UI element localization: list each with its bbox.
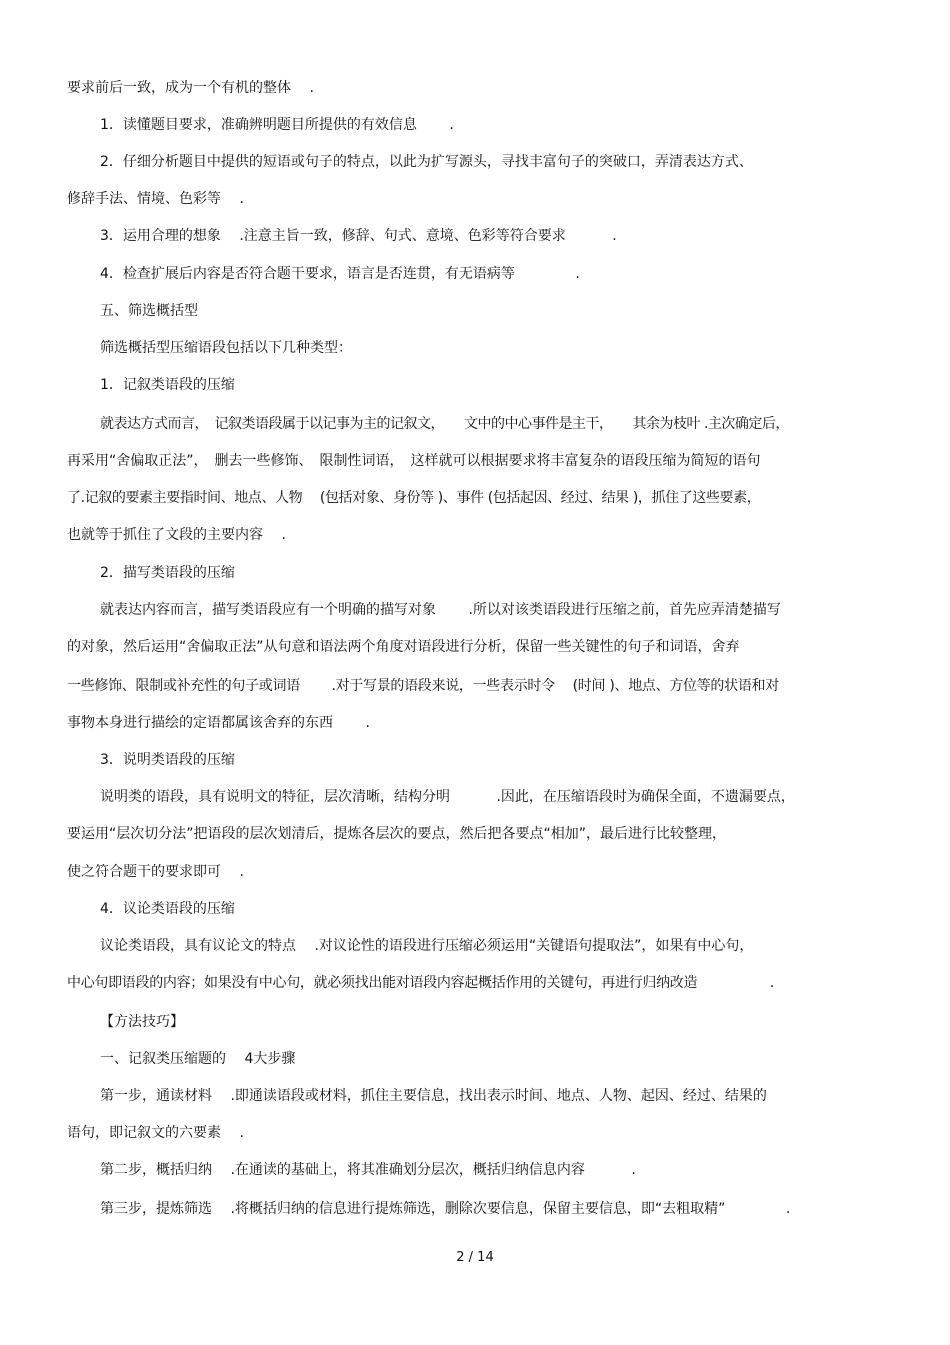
paragraph-line: 3．运用合理的想象 .注意主旨一致，修辞、句式、意境、色彩等符合要求 . <box>100 228 617 244</box>
paragraph-line: 使之符合题干的要求即可 . <box>67 864 244 880</box>
paragraph-line: 一些修饰、限制或补充性的句子或词语 .对于写景的语段来说，一些表示时令 (时间 )、地点、方位等的状语和对 <box>67 678 779 694</box>
subsection-heading: 4．议论类语段的压缩 <box>100 901 235 917</box>
paragraph-line: 也就等于抓住了文段的主要内容 . <box>67 527 286 543</box>
paragraph-line: 1．读懂题目要求，准确辨明题目所提供的有效信息 . <box>100 117 454 133</box>
paragraph-line: 修辞手法、情境、色彩等 . <box>67 191 244 207</box>
paragraph-line: 第一步，通读材料 .即通读语段或材料，抓住主要信息，找出表示时间、地点、人物、起因、经过、结果的 <box>100 1088 767 1104</box>
paragraph-line: 中心句即语段的内容；如果没有中心句，就必须找出能对语段内容起概括作用的关键句，再进行归纳改造 . <box>67 975 774 991</box>
paragraph-line: 第二步，概括归纳 .在通读的基础上，将其准确划分层次，概括归纳信息内容 . <box>100 1162 636 1178</box>
page-number: 2 / 14 <box>456 1250 494 1265</box>
section-heading: 五、筛选概括型 <box>100 303 198 319</box>
paragraph-line: 就表达方式而言， 记叙类语段属于以记事为主的记叙文， 文中的中心事件是主干， 其余为枝叶 .主次确定后， <box>100 416 789 432</box>
subsection-heading: 2．描写类语段的压缩 <box>100 565 235 581</box>
subsection-heading: 3．说明类语段的压缩 <box>100 752 235 768</box>
paragraph-line: 就表达内容而言，描写类语段应有一个明确的描写对象 .所以对该类语段进行压缩之前，首先应弄清楚描写 <box>100 602 781 618</box>
paragraph-line: 议论类语段，具有议论文的特点 .对议论性的语段进行压缩必须运用“关键语句提取法”，如果有中心句， <box>100 938 754 954</box>
section-heading: 一、记叙类压缩题的 4大步骤 <box>100 1051 296 1067</box>
paragraph-line: 的对象，然后运用“舍偏取正法”从句意和语法两个角度对语段进行分析，保留一些关键性的句子和词语，舍弃 <box>67 639 740 655</box>
paragraph-line: 了.记叙的要素主要指时间、地点、人物 (包括对象、身份等 )、事件 (包括起因、经过、结果 )，抓住了这些要素， <box>67 490 761 506</box>
method-heading: 【方法技巧】 <box>100 1014 184 1030</box>
paragraph-line: 2．仔细分析题目中提供的短语或句子的特点，以此为扩写源头，寻找丰富句子的突破口，弄清表达方式、 <box>100 154 753 170</box>
paragraph-line: 要求前后一致，成为一个有机的整体 . <box>67 80 314 96</box>
paragraph-line: 再采用“舍偏取正法”， 删去一些修饰、 限制性词语， 这样就可以根据要求将丰富复杂的语段压缩为简短的语句 <box>67 453 761 469</box>
paragraph-line: 语句，即记叙文的六要素 . <box>67 1125 244 1141</box>
paragraph-line: 说明类的语段，具有说明文的特征，层次清晰，结构分明 .因此，在压缩语段时为确保全面，不遗漏要点， <box>100 789 795 805</box>
subsection-heading: 1．记叙类语段的压缩 <box>100 377 235 393</box>
paragraph-line: 4．检查扩展后内容是否符合题干要求，语言是否连贯，有无语病等 . <box>100 266 580 282</box>
paragraph-line: 第三步，提炼筛选 .将概括归纳的信息进行提炼筛选，删除次要信息，保留主要信息，即“去粗取精” . <box>100 1201 791 1217</box>
paragraph-line: 筛选概括型压缩语段包括以下几种类型： <box>100 340 352 356</box>
paragraph-line: 事物本身进行描绘的定语都属该舍弃的东西 . <box>67 715 370 731</box>
paragraph-line: 要运用“层次切分法”把语段的层次划清后，提炼各层次的要点，然后把各要点“相加”，最后进行比较整理， <box>67 826 727 842</box>
